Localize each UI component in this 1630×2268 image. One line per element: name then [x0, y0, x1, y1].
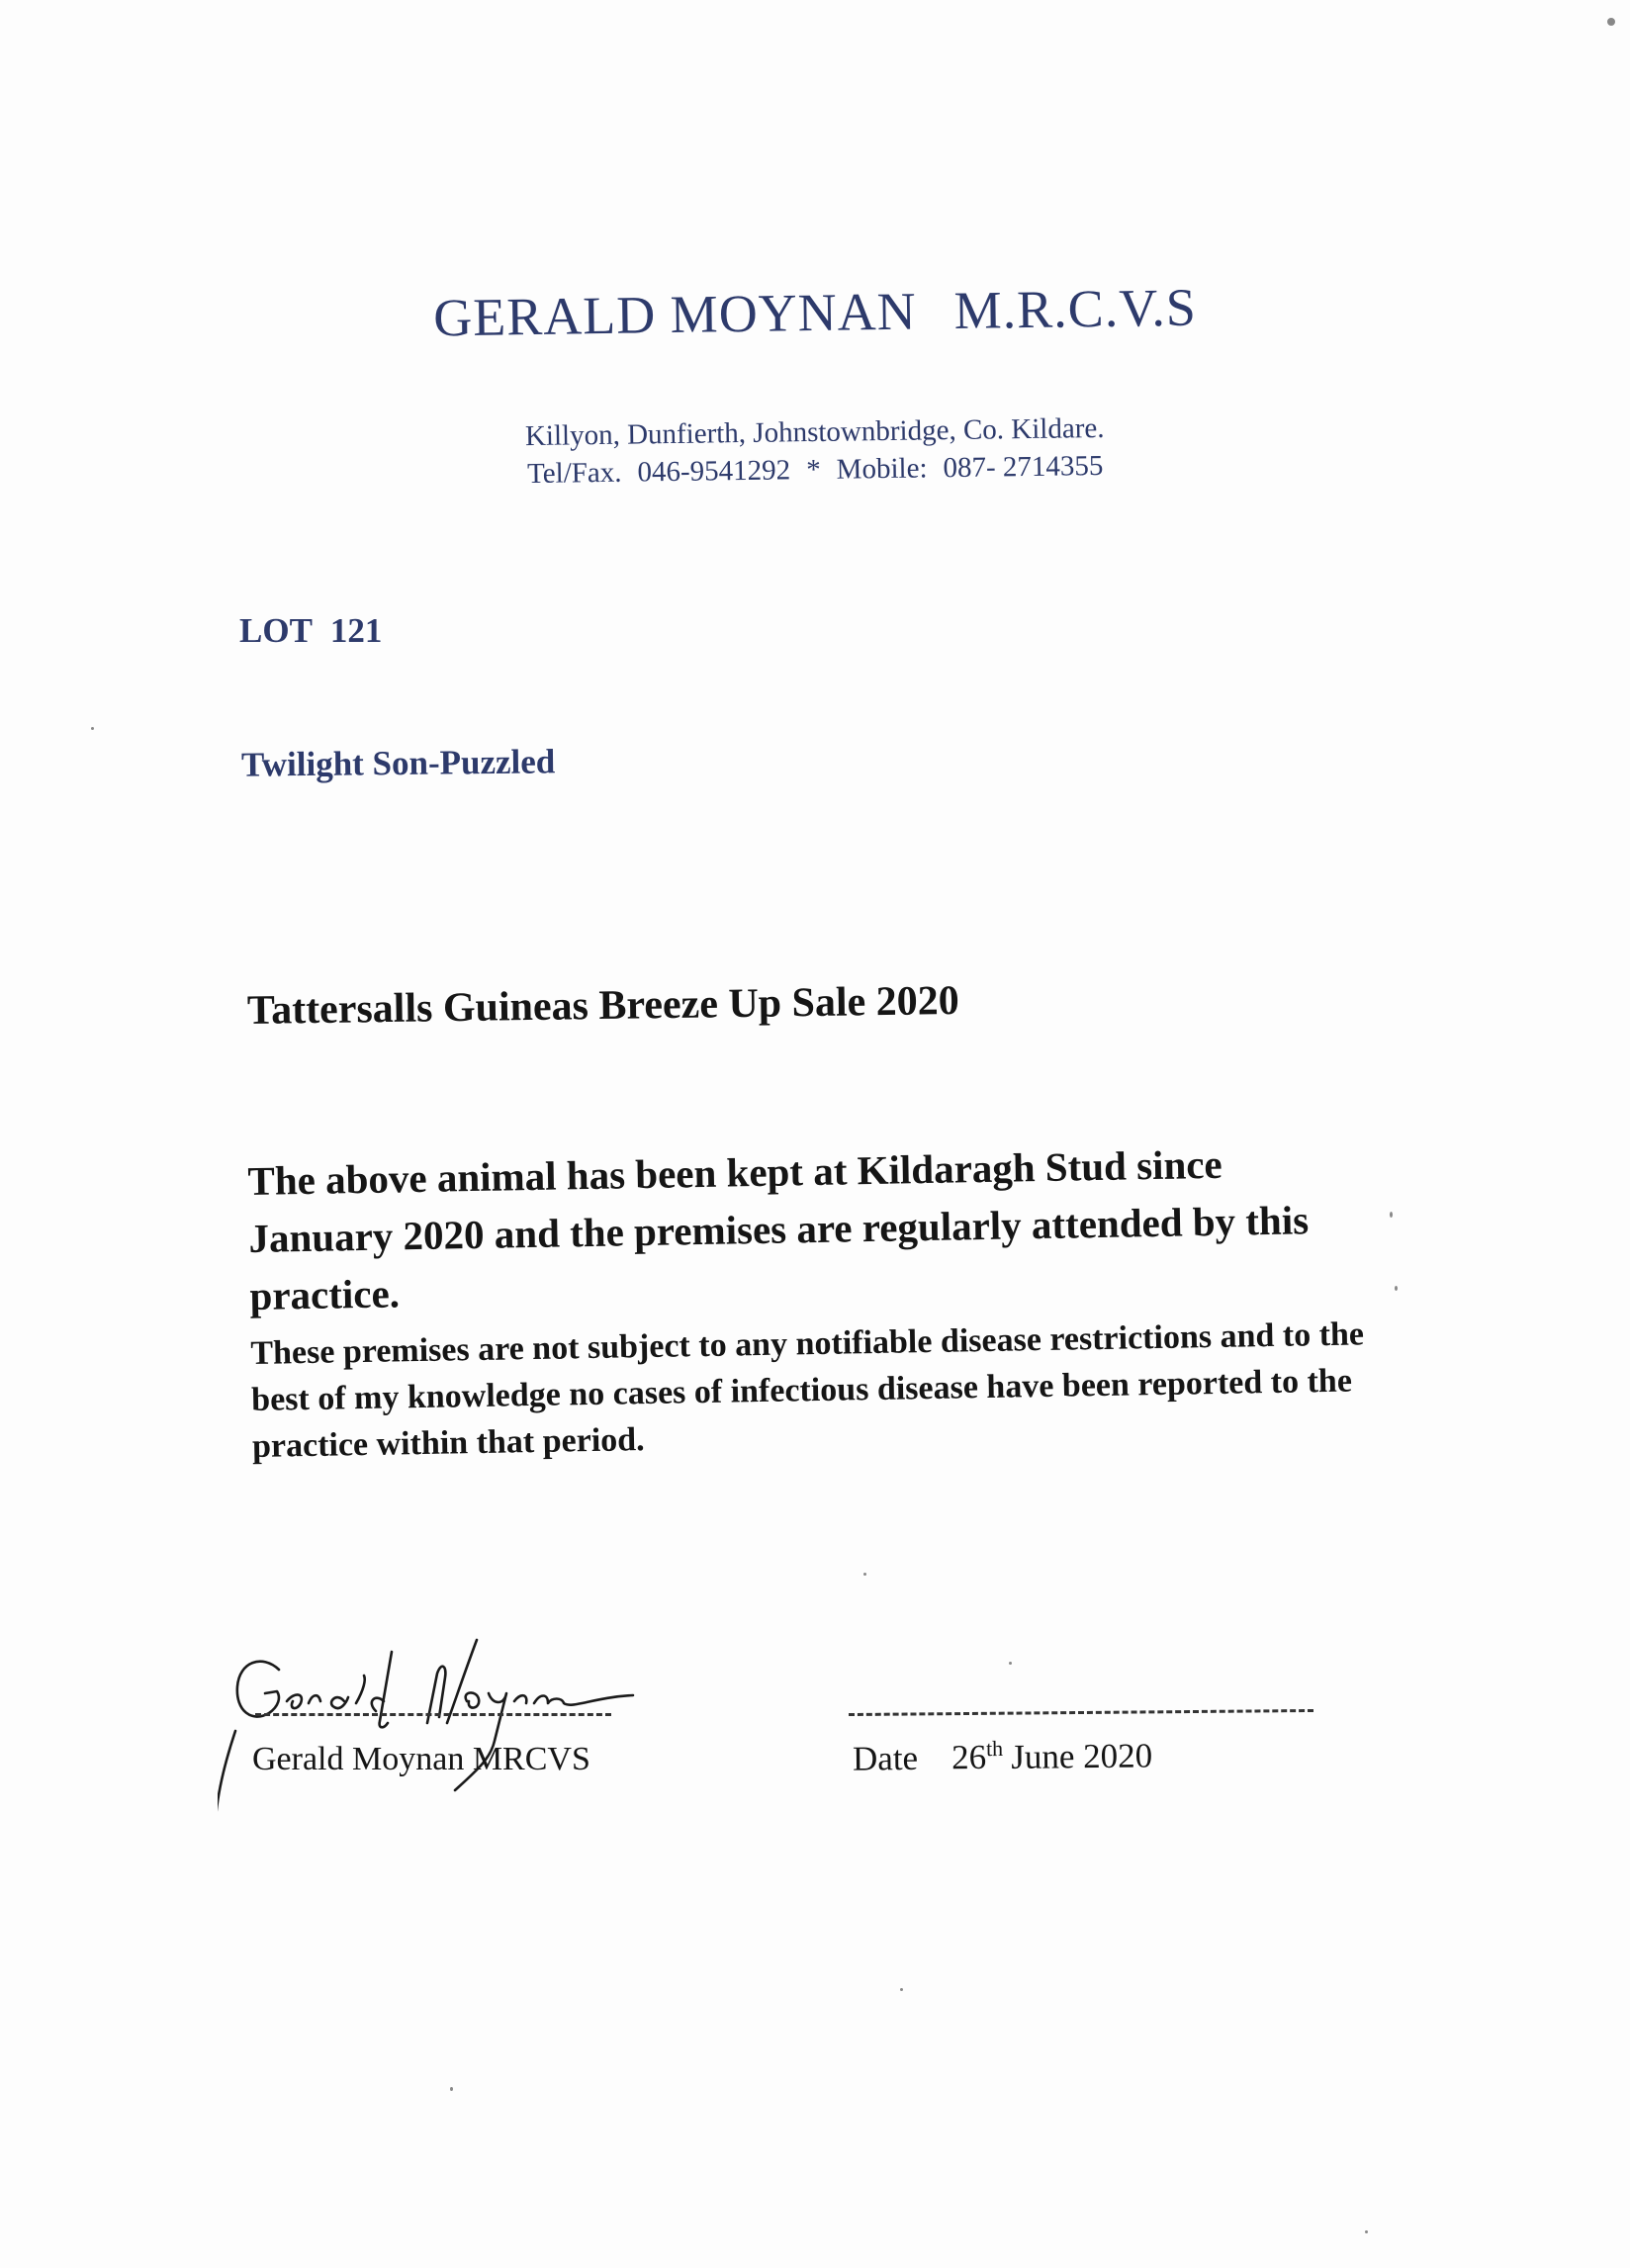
horse-pedigree: Twilight Son-Puzzled [240, 742, 556, 784]
practitioner-credentials: M.R.C.V.S [953, 277, 1198, 341]
date-day: 26 [951, 1737, 987, 1777]
scan-speck [450, 2087, 453, 2091]
date-day-suffix: th [985, 1735, 1004, 1762]
lot-heading [239, 611, 382, 651]
tel-label: Tel/Fax. [526, 456, 622, 491]
mobile-label: Mobile: [836, 452, 928, 486]
scan-speck [1390, 1212, 1393, 1218]
letterhead-address: Killyon, Dunfierth, Johnstownbridge, Co. Kildare. [524, 411, 1105, 453]
practitioner-name: GERALD MOYNAN [432, 281, 918, 348]
date-line [849, 1709, 1313, 1716]
tel-number: 046-9541292 [637, 454, 791, 489]
certificate-statement: The above animal has been kept at Kildaragh Stud since January 2020 and the premises are regularly attended by this practice. [247, 1140, 1310, 1318]
scan-speck [91, 727, 94, 730]
scan-speck [900, 1988, 903, 1991]
disease-statement: These premises are not subject to any notifiable disease restrictions and to the best of my knowledge no cases of infectious disease have been reported to the practice within that period. [250, 1315, 1365, 1465]
scan-speck [1365, 2230, 1368, 2233]
date-field [853, 1734, 1153, 1778]
letterhead-title [0, 270, 1630, 354]
lot-number: 121 [329, 611, 383, 650]
sale-title: Tattersalls Guineas Breeze Up Sale 2020 [246, 977, 960, 1034]
separator: * [805, 453, 821, 487]
signature-line [255, 1713, 611, 1716]
mobile-number: 087- 2714355 [943, 449, 1104, 485]
scan-speck [1395, 1286, 1398, 1291]
date-label: Date [852, 1738, 919, 1778]
scan-speck [1009, 1662, 1012, 1665]
letterhead-contact [0, 402, 1630, 499]
signatory-name: Gerald Moynan MRCVS [252, 1741, 590, 1777]
scan-speck [863, 1573, 866, 1576]
lot-label: LOT [239, 611, 313, 650]
scan-speck [1607, 18, 1615, 26]
date-month-year: June 2020 [1011, 1736, 1153, 1776]
